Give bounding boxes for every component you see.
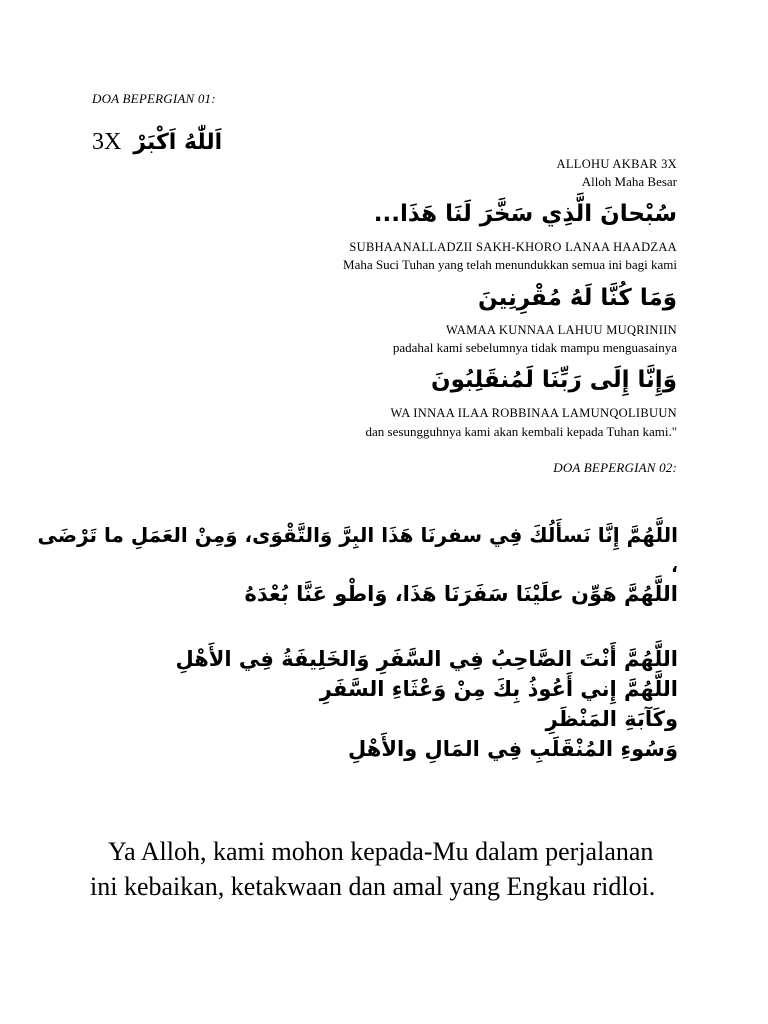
takbir-line (92, 124, 222, 160)
translation-line-1: Ya Alloh, kami mohon kepada-Mu dalam perjalanan (108, 837, 654, 866)
verse-2-arabic: وَمَا كُنَّا لَهُ مُقْرِنِينَ (477, 285, 677, 311)
verse-1-arabic: سُبْحانَ الَّذِي سَخَّرَ لَنَا هَذَا... (373, 201, 677, 227)
verse-3-meaning: dan sesungguhnya kami akan kembali kepada Tuhan kami." (365, 424, 677, 439)
takbir-meaning: Alloh Maha Besar (581, 174, 677, 189)
takbir-count: 3X (92, 128, 122, 155)
doa2-line-1-comma: ، (671, 556, 678, 577)
doa2-line-5: وكَآبَةِ المَنْظَرِ (545, 707, 678, 731)
verse-1-latin: SUBHAANALLADZII SAKH-KHORO LANAA HAADZAA (349, 240, 677, 254)
doa2-line-6: وَسُوءِ المُنْقَلَبِ فِي المَالِ والأَهْلِ (348, 737, 678, 761)
doa2-line-1: اللَّهُمَّ إِنَّا نَسأَلُكَ فِي سفرنَا هَذَا البِرَّ وَالتَّقْوَى، وَمِنْ العَمَلِ ما تَرْضَى (37, 523, 678, 547)
verse-3-arabic: وَإِنَّا إِلَى رَبِّنَا لَمُنقَلِبُونَ (431, 367, 677, 393)
verse-1-meaning: Maha Suci Tuhan yang telah menundukkan semua ini bagi kami (343, 257, 677, 272)
verse-2-latin: WAMAA KUNNAA LAHUU MUQRINIIN (446, 323, 677, 337)
doa2-line-3: اللَّهُمَّ أَنْتَ الصَّاحِبُ فِي السَّفَرِ وَالخَلِيفَةُ فِي الأَهْلِ (175, 647, 678, 671)
takbir-latin: ALLOHU AKBAR 3X (556, 157, 677, 171)
verse-3-latin: WA INNAA ILAA ROBBINAA LAMUNQOLIBUUN (390, 406, 677, 420)
doa2-heading: DOA BEPERGIAN 02: (553, 460, 677, 475)
translation-line-2: ini kebaikan, ketakwaan dan amal yang Engkau ridloi. (90, 872, 656, 901)
doa2-line-2: اللَّهُمَّ هَوِّن علَيْنَا سَفَرَنَا هَذَا، وَاطْو عَنَّا بُعْدَهُ (244, 582, 678, 606)
takbir-arabic: اَللّٰهُ اَكْبَرْ (133, 129, 223, 155)
doa2-line-4: اللَّهُمَّ إِني أَعُوذُ بِكَ مِنْ وَعْثَاءِ السَّفَرِ (319, 677, 678, 701)
verse-2-meaning: padahal kami sebelumnya tidak mampu menguasainya (392, 340, 677, 355)
doa1-heading: DOA BEPERGIAN 01: (92, 91, 216, 106)
